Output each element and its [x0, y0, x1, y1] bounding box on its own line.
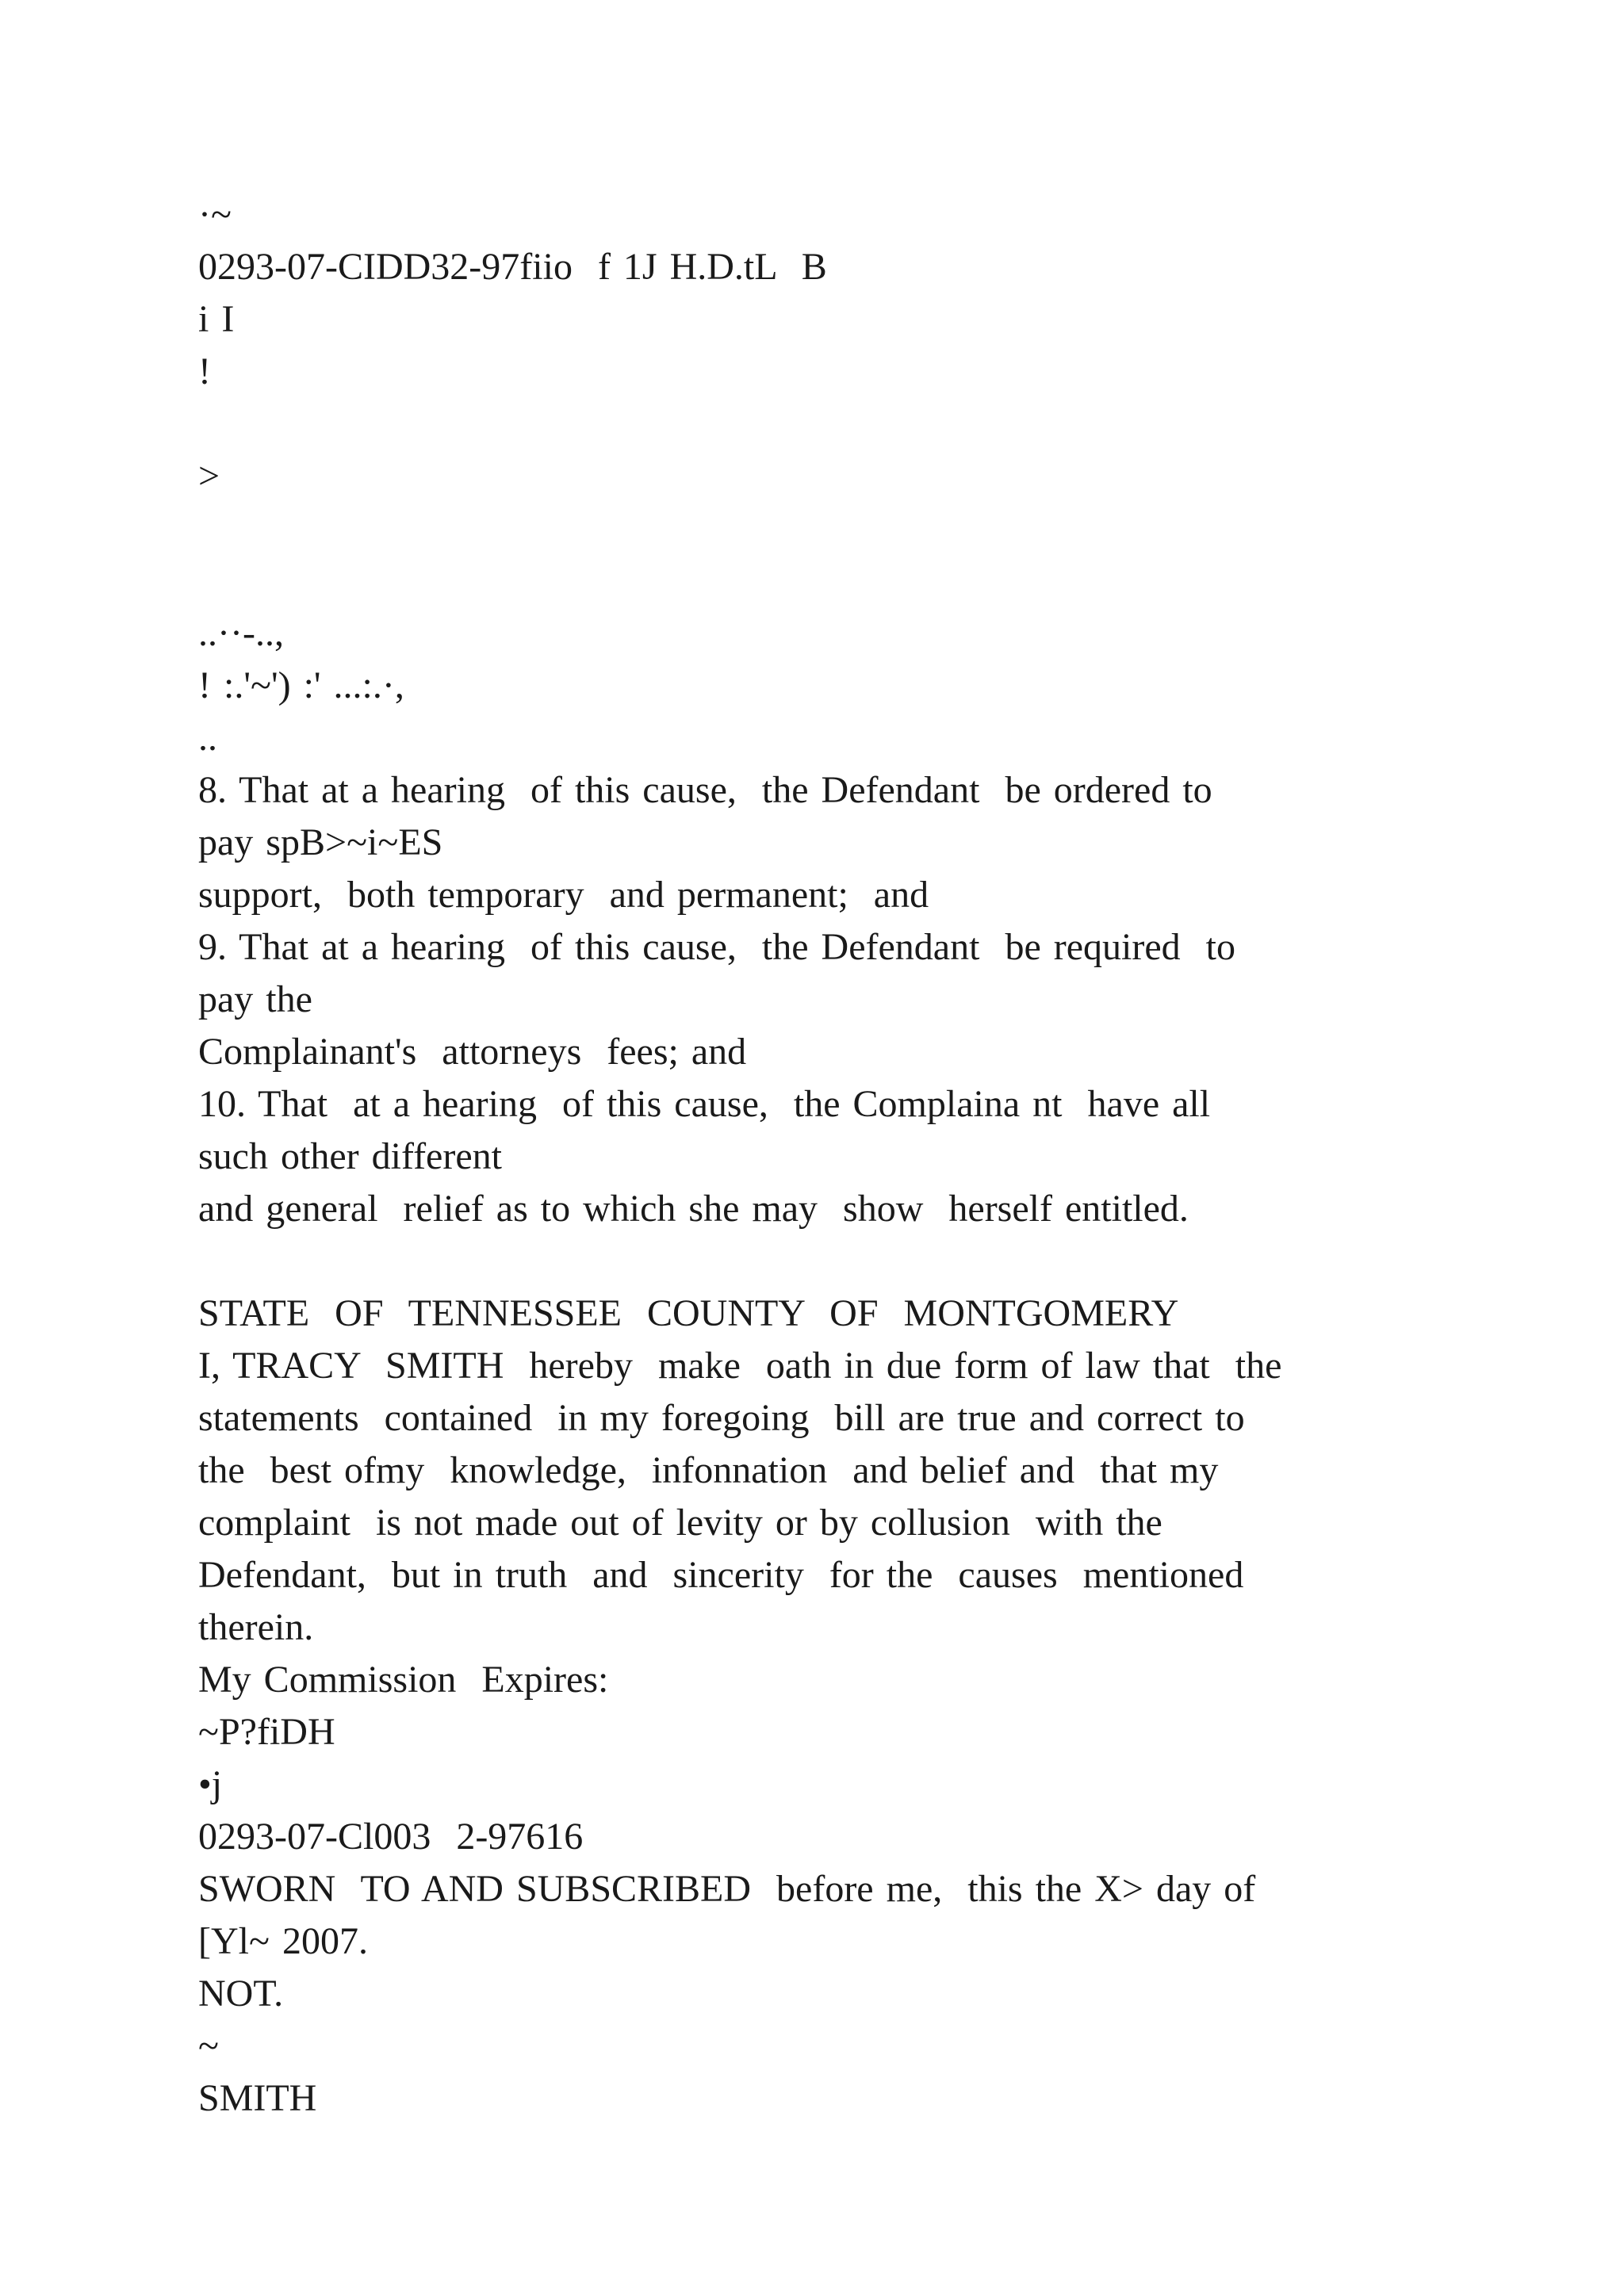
scan-artifact-line: > — [198, 455, 220, 497]
sworn-statement: SWORN TO AND SUBSCRIBED before me, this the X> day of — [198, 1868, 1256, 1910]
oath-line-5: Defendant, but in truth and sincerity for the causes mentioned — [198, 1554, 1244, 1596]
sworn-date: [Yl~ 2007. — [198, 1920, 368, 1962]
paragraph-9-line-1: 9. That at a hearing of this cause, the Defendant be required to — [198, 926, 1235, 968]
paragraph-10-line-1: 10. That at a hearing of this cause, the Complaina nt have all — [198, 1083, 1211, 1125]
case-number-footer: 0293-07-Cl003 2-97616 — [198, 1816, 584, 1858]
scan-artifact-line: ~ — [198, 2025, 219, 2067]
oath-line-6: therein. — [198, 1606, 314, 1648]
scan-artifact-line: ..··-.., — [198, 612, 284, 654]
oath-line-3: the best ofmy knowledge, infonnation and belief and that my — [198, 1449, 1219, 1491]
notary-label: NOT. — [198, 1973, 284, 2015]
commission-expires-label: My Commission Expires: — [198, 1659, 609, 1701]
paragraph-10-line-2: such other different — [198, 1135, 502, 1177]
scan-artifact-line: ·~ — [198, 193, 232, 235]
blank-line — [198, 555, 1507, 607]
paragraph-9-line-2: pay the — [198, 978, 312, 1020]
paragraph-8-line-1: 8. That at a hearing of this cause, the Defendant be ordered to — [198, 769, 1212, 811]
signature-name: SMITH — [198, 2077, 317, 2119]
oath-line-2: statements contained in my foregoing bill are true and correct to — [198, 1397, 1245, 1439]
scan-artifact-line: ~P?fiDH — [198, 1711, 335, 1753]
paragraph-8-line-2: pay spB>~i~ES — [198, 821, 443, 863]
blank-line — [198, 503, 1507, 555]
scan-artifact-line: •j — [198, 1763, 223, 1805]
oath-line-4: complaint is not made out of levity or by collusion with the — [198, 1502, 1162, 1544]
paragraph-10-line-3: and general relief as to which she may show herself entitled. — [198, 1188, 1189, 1230]
scan-artifact-line: .. — [198, 717, 217, 759]
oath-line-1: I, TRACY SMITH hereby make oath in due form of law that the — [198, 1345, 1282, 1387]
document-body — [198, 189, 1507, 2125]
scan-artifact-line: ! — [198, 350, 211, 392]
scan-artifact-line: ! :.'~') :' ...:.·, — [198, 664, 404, 706]
case-number-header: 0293-07-CIDD32-97fiio f 1J H.D.tL B — [198, 246, 827, 288]
paragraph-9-line-3: Complainant's attorneys fees; and — [198, 1031, 747, 1073]
paragraph-8-line-3: support, both temporary and permanent; and — [198, 874, 929, 916]
blank-line — [198, 398, 1507, 450]
venue-heading: STATE OF TENNESSEE COUNTY OF MONTGOMERY — [198, 1292, 1179, 1334]
blank-line — [198, 1235, 1507, 1288]
scan-artifact-line: i I — [198, 298, 235, 340]
